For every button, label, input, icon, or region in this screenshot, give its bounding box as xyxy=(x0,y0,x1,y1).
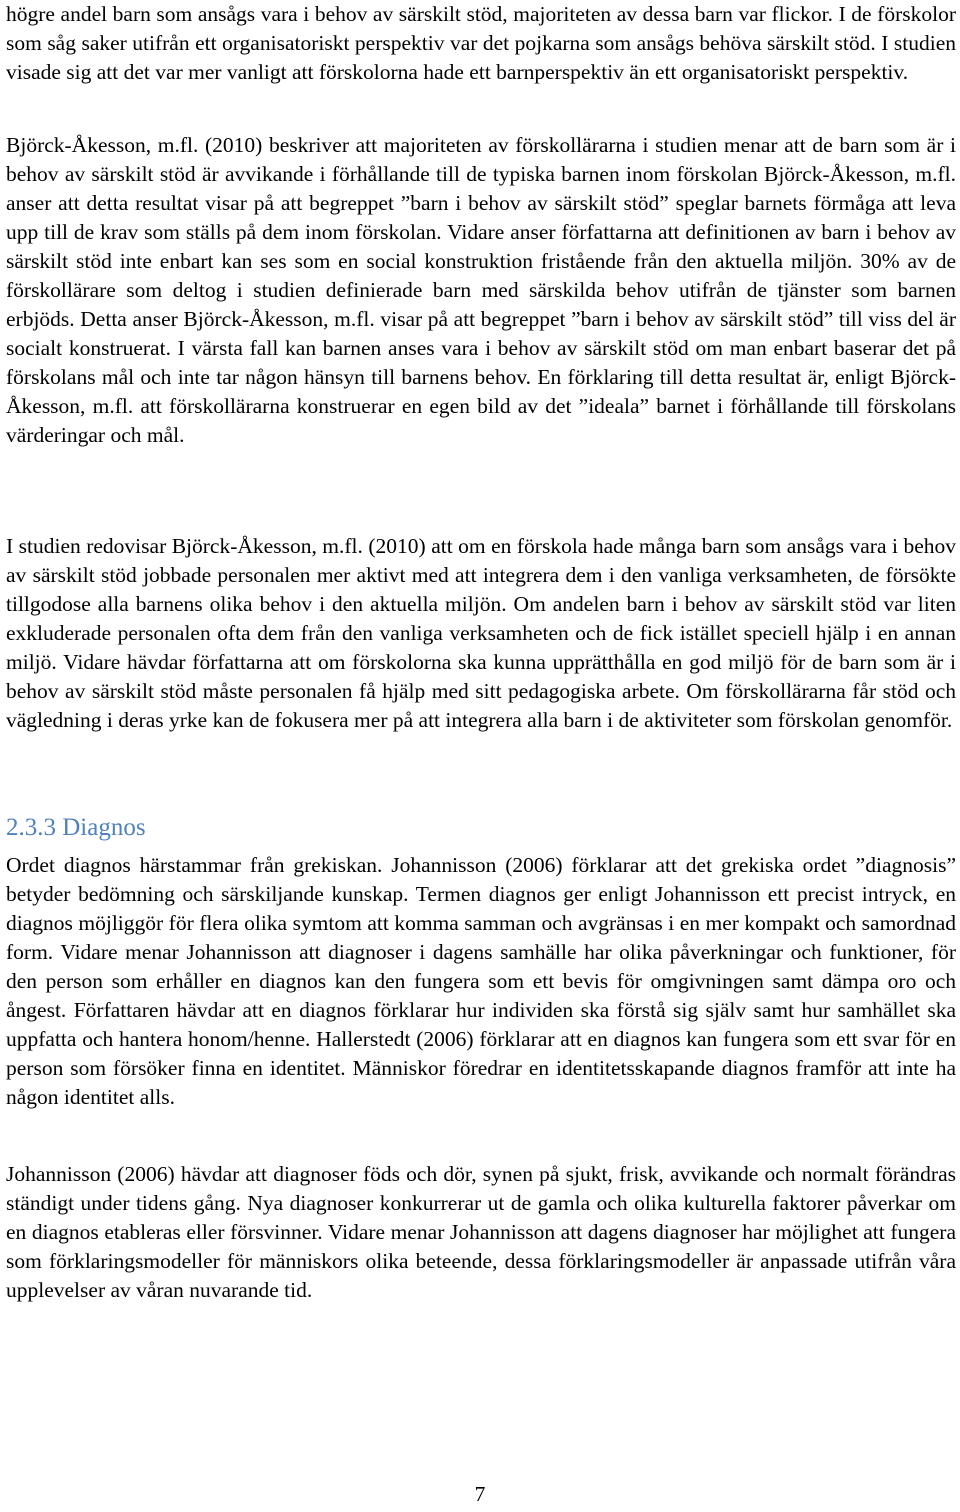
section-heading: 2.3.3 Diagnos xyxy=(6,814,146,841)
page-number: 7 xyxy=(474,1482,486,1506)
paragraph-5: Johannisson (2006) hävdar att diagnoser föds och dör, synen på sjukt, frisk, avvikande och normalt förändras ständigt under tidens gång. Nya diagnoser konkurrerar ut de gamla och olika kulturella faktorer påverkar om en diagnos etableras eller försvinner. Vidare menar Johannisson att dagens diagnoser har möjlighet att fungera som förklaringsmodeller för människors olika beteende, dessa förklaringsmodeller är anpassade utifrån våra upplevelser av våran nuvarande tid. xyxy=(6,1162,956,1302)
paragraph-3: I studien redovisar Björck-Åkesson, m.fl. (2010) att om en förskola hade många barn som ansågs vara i behov av särskilt stöd jobbade personalen mer aktivt med att integrera dem i den vanliga verksamheten, de försökte tillgodose alla barnens olika behov i den aktuella miljön. Om andelen barn i behov av särskilt stöd var liten exkluderade personalen ofta dem från den vanliga verksamheten och de fick istället speciell hjälp i en annan miljö. Vidare hävdar författarna att om förskolorna ska kunna upprätthålla en god miljö för de barn som är i behov av särskilt stöd måste personalen få hjälp med sitt pedagogiska arbete. Om förskollärarna får stöd och vägledning i deras yrke kan de fokusera mer på att integrera alla barn i de aktiviteter som förskolan genomför. xyxy=(6,534,956,732)
paragraph-2: Björck-Åkesson, m.fl. (2010) beskriver att majoriteten av förskollärarna i studien menar att de barn som är i behov av särskilt stöd är avvikande i förhållande till de typiska barnen inom förskolan Björck-Åkesson, m.fl. anser att detta resultat visar på att begreppet ”barn i behov av särskilt stöd” speglar barnets förmåga att leva upp till de krav som ställs på dem inom förskolan. Vidare anser författarna att definitionen av barn i behov av särskilt stöd inte enbart kan ses som en social konstruktion fristående från den aktuella miljön. 30% av de förskollärare som deltog i studien definierade barn med särskilda behov utifrån de tjänster som barnen erbjöds. Detta anser Björck-Åkesson, m.fl. visar på att begreppet ”barn i behov av särskilt stöd” till viss del är socialt konstruerat. I värsta fall kan barnen anses vara i behov av särskilt stöd om man enbart baserar det på förskolans mål och inte tar någon hänsyn till barnens behov. En förklaring till detta resultat är, enligt Björck-Åkesson, m.fl. att förskollärarna konstruerar en egen bild av det ”ideala” barnet i förhållande till förskolans värderingar och mål. xyxy=(6,133,956,447)
paragraph-4: Ordet diagnos härstammar från grekiskan. Johannisson (2006) förklarar att det grekiska ordet ”diagnosis” betyder bedömning och särskiljande kunskap. Termen diagnos ger enligt Johannisson ett precist intryck, en diagnos möjliggör för flera olika symtom att komma samman och avgränsas i en mer kompakt och samordnad form. Vidare menar Johannisson att diagnoser i dagens samhälle har olika påverkningar och funktioner, för den person som erhåller en diagnos kan den fungera som ett bevis för omgivningen samt dämpa oro och ångest. Författaren hävdar att en diagnos förklarar hur individen ska förstå sig själv samt hur samhället ska uppfatta och hantera honom/henne. Hallerstedt (2006) förklarar att en diagnos kan fungera som ett svar för en person som försöker finna en identitet. Människor föredrar en identitetsskapande diagnos framför att inte ha någon identitet alls. xyxy=(6,853,956,1109)
paragraph-1: högre andel barn som ansågs vara i behov av särskilt stöd, majoriteten av dessa barn var flickor. I de förskolor som såg saker utifrån ett organisatoriskt perspektiv var det pojkarna som ansågs behöva särskilt stöd. I studien visade sig att det var mer vanligt att förskolorna hade ett barnperspektiv än ett organisatoriskt perspektiv. xyxy=(6,2,956,84)
